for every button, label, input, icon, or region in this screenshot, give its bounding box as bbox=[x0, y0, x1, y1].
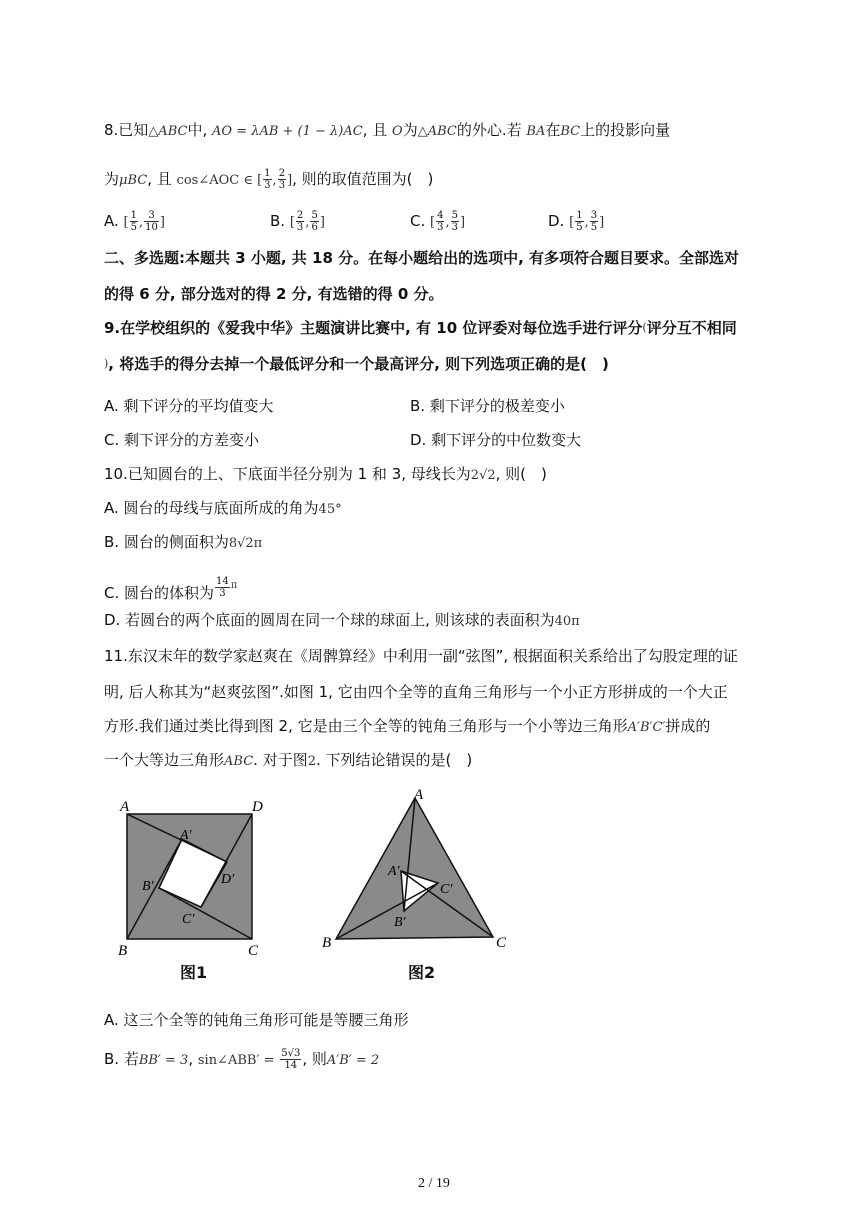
denominator: 3 bbox=[451, 222, 458, 233]
q11-text: . 对于图 bbox=[253, 751, 308, 769]
label-b-prime: B′ bbox=[394, 915, 406, 930]
math-number: 2 bbox=[307, 754, 316, 769]
option-label: A. bbox=[104, 212, 119, 230]
fraction bbox=[436, 210, 444, 233]
q11-option-a[interactable]: A. 这三个全等的钝角三角形可能是等腰三角形 bbox=[104, 1011, 409, 1029]
numerator: 3 bbox=[590, 210, 598, 221]
vector-bc: BC bbox=[560, 124, 581, 139]
q8-option-c[interactable]: C. [ $\frac{4}{3}$ , $\frac{5}{3}$ ] bbox=[410, 210, 466, 233]
option-text: C. 圆台的体积为 bbox=[104, 584, 215, 602]
q11-option-b[interactable] bbox=[104, 1048, 379, 1071]
figure2-caption: 图2 bbox=[408, 963, 436, 982]
section2-heading-line1: 二、多选题:本题共 3 小题, 共 18 分。在每小题给出的选项中, 有多项符合题目要求。全部选对 bbox=[104, 249, 740, 267]
math-expression: sin∠ABB′ = bbox=[197, 1053, 275, 1068]
math-expression: 45° bbox=[318, 502, 342, 517]
fraction bbox=[451, 210, 459, 233]
q8-text: , 且 bbox=[147, 170, 172, 188]
numerator: 14 bbox=[216, 576, 229, 587]
q8-text: , 则的取值范围为( ) bbox=[292, 170, 434, 188]
q9-option-a[interactable]: A. 剩下评分的平均值变大 bbox=[104, 397, 274, 415]
numerator: 5 bbox=[311, 210, 318, 221]
page-number: 2 / 19 bbox=[418, 1176, 450, 1191]
q8-text: 在 bbox=[545, 121, 561, 139]
numerator: 1 bbox=[576, 210, 583, 221]
math-expression: A′B′ = 2 bbox=[326, 1053, 380, 1068]
math-triangle: △ABC bbox=[417, 124, 457, 139]
option-label: B. bbox=[270, 212, 286, 230]
q8-text: 上的投影向量 bbox=[580, 121, 671, 139]
fraction bbox=[144, 210, 159, 233]
vector-mubc: μBC bbox=[119, 173, 148, 188]
fraction bbox=[280, 1048, 301, 1071]
q9-text: 9.在学校组织的《爱我中华》主题演讲比赛中, 有 10 位评委对每位选手进行评分 bbox=[104, 319, 643, 337]
numerator: 2 bbox=[278, 168, 286, 179]
label-c: C bbox=[496, 935, 507, 951]
label-b: B bbox=[322, 935, 332, 951]
fraction bbox=[590, 210, 598, 233]
q9-stem-line1 bbox=[104, 318, 737, 338]
q9-option-b[interactable]: B. 剩下评分的极差变小 bbox=[410, 397, 565, 415]
q9-option-d[interactable]: D. 剩下评分的中位数变大 bbox=[410, 431, 582, 449]
math-o: O bbox=[392, 124, 403, 139]
option-text: B. 若 bbox=[104, 1050, 139, 1068]
q8-option-d[interactable]: D. [ $\frac{1}{5}$ , $\frac{3}{5}$ ] bbox=[548, 210, 605, 233]
q8-text: 中, bbox=[187, 121, 208, 139]
q8-line2: 为μBC, 且 cos∠AOC ∈ [ $\frac{1}{3}$ , $\frac{2}{3}$ ], 则的取值范围为( ) bbox=[104, 168, 434, 191]
q8-text: 为 bbox=[402, 121, 418, 139]
q11-text: . 下列结论错误的是( ) bbox=[315, 751, 473, 769]
q8-text: 的外心.若 bbox=[456, 121, 522, 139]
label-b-prime: B′ bbox=[142, 879, 154, 894]
option-label: D. bbox=[548, 212, 565, 230]
fraction bbox=[296, 210, 304, 233]
q10-option-d[interactable] bbox=[104, 610, 580, 632]
math-triangle: A′B′C′ bbox=[627, 720, 666, 735]
math-expression: 8√2π bbox=[228, 536, 263, 551]
numerator: 5√3 bbox=[281, 1048, 301, 1059]
q10-option-a[interactable] bbox=[104, 498, 342, 520]
math-triangle: △ABC bbox=[148, 124, 188, 139]
label-a-prime: A′ bbox=[180, 828, 192, 843]
option-label: C. bbox=[410, 212, 426, 230]
fraction bbox=[278, 168, 286, 191]
math-expression: BB′ = 3 bbox=[138, 1053, 189, 1068]
q8-text: 8.已知 bbox=[104, 121, 149, 139]
q8-line1 bbox=[104, 120, 670, 142]
q8-option-b[interactable]: B. [ $\frac{2}{3}$ , $\frac{5}{6}$ ] bbox=[270, 210, 325, 233]
denominator: 5 bbox=[590, 222, 598, 233]
label-c-prime: C′ bbox=[440, 882, 453, 897]
vector-ba: BA bbox=[526, 124, 546, 139]
option-text: D. 若圆台的两个底面的圆周在同一个球的球面上, 则该球的表面积为 bbox=[104, 611, 555, 629]
figure2-diagram bbox=[318, 780, 518, 956]
q11-line4 bbox=[104, 750, 472, 772]
vector-formula: AO = λAB + (1 − λ)AC bbox=[212, 124, 363, 139]
figure1-diagram bbox=[108, 795, 278, 965]
fraction bbox=[215, 576, 230, 599]
denominator: 10 bbox=[145, 222, 158, 233]
q10-text: 10.已知圆台的上、下底面半径分别为 1 和 3, 母线长为 bbox=[104, 465, 471, 483]
denominator: 3 bbox=[264, 180, 271, 191]
q11-line1: 11.东汉末年的数学家赵爽在《周髀算经》中利用一副“弦图”, 根据面积关系给出了勾股定理的证 bbox=[104, 647, 738, 665]
option-text: , 则 bbox=[302, 1050, 327, 1068]
q9-text: 评分互不相同 bbox=[646, 319, 737, 337]
paren: ( bbox=[642, 321, 647, 334]
fraction bbox=[130, 210, 138, 233]
q9-stem-line2 bbox=[104, 354, 609, 374]
q11-text: 一个大等边三角形 bbox=[104, 751, 225, 769]
fraction bbox=[263, 168, 271, 191]
denominator: 3 bbox=[278, 180, 286, 191]
numerator: 1 bbox=[130, 210, 137, 221]
numerator: 4 bbox=[437, 210, 444, 221]
denominator: 6 bbox=[311, 222, 318, 233]
q9-text: , 将选手的得分去掉一个最低评分和一个最高评分, 则下列选项正确的是( ) bbox=[108, 355, 609, 373]
q11-line2: 明, 后人称其为“赵爽弦图”.如图 1, 它由四个全等的直角三角形与一个小正方形拼成的一个大正 bbox=[104, 683, 728, 701]
q8-text: , 且 bbox=[362, 121, 388, 139]
option-text: A. 圆台的母线与底面所成的角为 bbox=[104, 499, 319, 517]
label-a-prime: A′ bbox=[388, 864, 400, 879]
label-a: A bbox=[120, 799, 130, 815]
option-text: B. 圆台的侧面积为 bbox=[104, 533, 229, 551]
cos-expression: cos∠AOC ∈ [ bbox=[176, 173, 263, 188]
q10-option-b[interactable] bbox=[104, 532, 262, 554]
q11-text: 拼成的 bbox=[665, 717, 711, 735]
q10-text: , 则( ) bbox=[495, 465, 547, 483]
q10-stem bbox=[104, 464, 547, 486]
pi-symbol: π bbox=[230, 580, 238, 591]
fraction bbox=[310, 210, 318, 233]
outer-triangle bbox=[336, 798, 493, 939]
q9-option-c[interactable]: C. 剩下评分的方差变小 bbox=[104, 431, 260, 449]
fraction bbox=[575, 210, 583, 233]
q11-text: 方形.我们通过类比得到图 2, 它是由三个全等的钝角三角形与一个小等边三角形 bbox=[104, 717, 628, 735]
label-c-prime: C′ bbox=[182, 912, 195, 927]
denominator: 14 bbox=[284, 1060, 298, 1071]
figure1-caption: 图1 bbox=[180, 963, 208, 982]
label-d-prime: D′ bbox=[221, 872, 235, 887]
q11-line3 bbox=[104, 716, 710, 738]
denominator: 3 bbox=[219, 588, 226, 599]
paren: ) bbox=[104, 357, 109, 370]
numerator: 3 bbox=[144, 210, 159, 222]
denominator: 5 bbox=[130, 222, 137, 233]
bracket: ] bbox=[287, 173, 293, 188]
math-expression: 2√2 bbox=[470, 468, 496, 483]
denominator: 3 bbox=[296, 222, 304, 233]
numerator: 2 bbox=[296, 210, 304, 221]
numerator: 5 bbox=[451, 210, 458, 221]
math-expression: 40π bbox=[554, 614, 580, 629]
label-a: A bbox=[414, 787, 424, 803]
option-text: , bbox=[188, 1050, 194, 1068]
label-b: B bbox=[118, 943, 128, 959]
math-triangle: ABC bbox=[224, 754, 254, 769]
section2-heading-line2: 的得 6 分, 部分选对的得 2 分, 有选错的得 0 分。 bbox=[104, 285, 444, 303]
q10-option-c[interactable] bbox=[104, 576, 237, 603]
denominator: 3 bbox=[437, 222, 444, 233]
q8-text: 为 bbox=[104, 170, 120, 188]
numerator: 1 bbox=[264, 168, 271, 179]
denominator: 5 bbox=[576, 222, 583, 233]
q8-option-a[interactable]: A. [ $\frac{1}{5}$ , $\frac{3}{10}$ ] bbox=[104, 210, 165, 233]
label-d: D bbox=[252, 799, 263, 815]
label-c: C bbox=[248, 943, 259, 959]
